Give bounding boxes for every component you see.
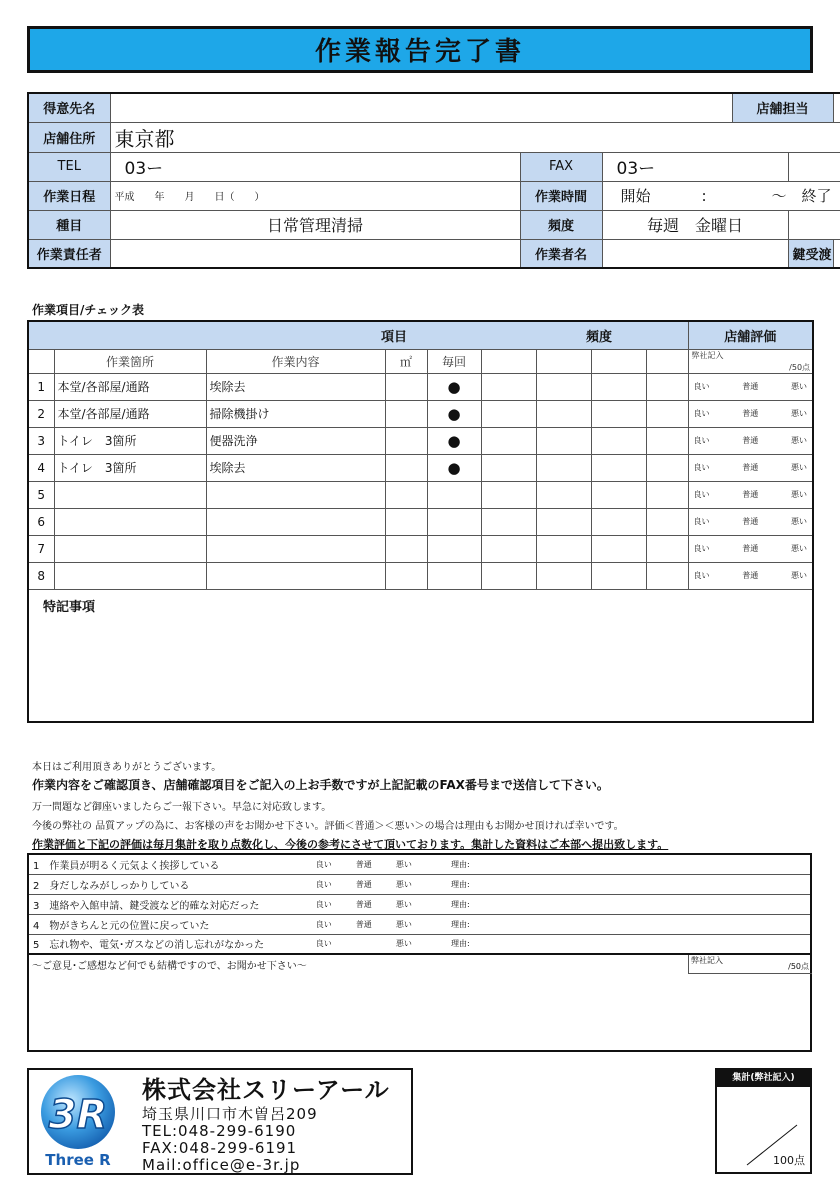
survey-normal-option[interactable]: 普通 xyxy=(352,894,392,914)
checklist-head-row xyxy=(28,321,688,349)
row-place[interactable]: 本堂/各部屋/通路 xyxy=(54,373,206,400)
table-row xyxy=(28,400,813,427)
notes-label: 特記事項 xyxy=(43,599,96,615)
head-eval-label: 店舗評価 xyxy=(688,321,813,349)
tel-field[interactable]: 03ー xyxy=(110,152,520,181)
row-content[interactable]: 埃除去 xyxy=(206,454,385,481)
row-done-cell[interactable] xyxy=(646,508,688,535)
survey-good-option[interactable]: 良い xyxy=(312,874,352,894)
survey-question: 4 物がきちんと元の位置に戻っていた xyxy=(28,914,312,934)
survey-reason[interactable]: 理由: xyxy=(447,914,811,934)
eval-normal-option[interactable]: 普通 xyxy=(742,517,759,526)
survey-row xyxy=(28,934,811,954)
sub-no xyxy=(28,349,54,373)
row-done-cell[interactable] xyxy=(646,427,688,454)
survey-good-option[interactable]: 良い xyxy=(312,934,352,954)
row-area[interactable] xyxy=(385,454,427,481)
row-freq-cell[interactable] xyxy=(536,481,591,508)
sub-points-label: /50点 xyxy=(789,362,811,372)
survey-good-option[interactable]: 良い xyxy=(312,914,352,934)
survey-row xyxy=(28,854,811,874)
time-field[interactable] xyxy=(602,181,840,210)
row-freq-cell[interactable] xyxy=(591,454,646,481)
type-label: 種目 xyxy=(28,210,110,239)
eval-normal-option[interactable]: 普通 xyxy=(742,463,759,472)
eval-normal-option[interactable]: 普通 xyxy=(742,571,759,580)
survey-reason[interactable]: 理由: xyxy=(447,934,811,954)
sub-weekly-label: 毎回 xyxy=(427,349,481,373)
row-content[interactable]: 便器洗浄 xyxy=(206,427,385,454)
row-place[interactable]: 本堂/各部屋/通路 xyxy=(54,400,206,427)
address-label: 店舗住所 xyxy=(28,122,110,152)
sub-company-label: 弊社記入 xyxy=(691,350,724,360)
row-number: 6 xyxy=(28,508,54,535)
eval-good-option[interactable]: 良い xyxy=(693,382,710,391)
row-area[interactable] xyxy=(385,508,427,535)
store-manager-field[interactable] xyxy=(833,93,840,122)
row-freq-cell[interactable] xyxy=(481,400,536,427)
row-freq-cell[interactable] xyxy=(591,373,646,400)
row-freq-cell[interactable] xyxy=(481,562,536,589)
message-feedback: 今後の弊社の 品質アップの為に、お客様の声をお聞かせ下さい。評価＜普通＞＜悪い＞の場合は理由もお聞かせ頂ければ幸いです。 xyxy=(32,821,624,832)
eval-bad-option[interactable]: 悪い xyxy=(791,463,808,472)
company-name: 株式会社スリーアール xyxy=(142,1076,390,1104)
eval-bad-option[interactable]: 悪い xyxy=(791,409,808,418)
row-weekly-mark xyxy=(427,508,481,535)
row-number: 1 xyxy=(28,373,54,400)
survey-normal-option[interactable]: 普通 xyxy=(352,914,392,934)
company-logo xyxy=(34,1072,122,1170)
store-manager-label: 店舗担当 xyxy=(732,93,833,122)
row-freq-cell[interactable] xyxy=(591,427,646,454)
row-freq-cell[interactable] xyxy=(536,454,591,481)
row-area[interactable] xyxy=(385,400,427,427)
table-row xyxy=(28,454,813,481)
row-content[interactable] xyxy=(206,508,385,535)
company-tel: TEL:048-299-6190 xyxy=(142,1122,297,1140)
worker-label: 作業者名 xyxy=(520,239,602,268)
survey-normal-option[interactable] xyxy=(352,934,392,954)
row-content[interactable] xyxy=(206,562,385,589)
row-done-cell[interactable] xyxy=(646,373,688,400)
time-tilde: 〜 xyxy=(771,187,787,205)
row-freq-cell[interactable] xyxy=(536,562,591,589)
survey-question: 1 作業員が明るく元気よく挨拶している xyxy=(28,854,312,874)
head-freq-label: 頻度 xyxy=(585,329,612,345)
message-scoring: 作業評価と下記の評価は毎月集計を取り点数化し、今後の参考にさせて頂いております。集計した資料はご本部へ提出致します。 xyxy=(32,838,669,851)
survey-good-option[interactable]: 良い xyxy=(312,854,352,874)
comment-label: 〜ご意見･ご感想など何でも結構ですので、お聞かせ下さい〜 xyxy=(32,961,307,972)
comment-points-label: /50点 xyxy=(788,962,809,971)
head-item-label: 項目 xyxy=(380,329,407,345)
survey-bad-option[interactable]: 悪い xyxy=(392,914,447,934)
sub-place-label: 作業箇所 xyxy=(54,349,206,373)
table-row xyxy=(28,373,813,400)
eval-good-option[interactable]: 良い xyxy=(693,409,710,418)
row-done-cell[interactable] xyxy=(646,454,688,481)
page-title xyxy=(27,26,813,73)
manager-field[interactable] xyxy=(110,239,520,268)
eval-good-option[interactable]: 良い xyxy=(693,463,710,472)
row-weekly-mark: ● xyxy=(427,454,481,481)
row-weekly-mark xyxy=(427,562,481,589)
time-end-label: 終了 xyxy=(801,187,832,205)
row-number: 5 xyxy=(28,481,54,508)
survey-row xyxy=(28,914,811,934)
company-address: 埼玉県川口市木曽呂209 xyxy=(142,1105,318,1123)
freq-extra-field[interactable] xyxy=(788,210,840,239)
row-weekly-mark: ● xyxy=(427,427,481,454)
survey-reason[interactable]: 理由: xyxy=(447,894,811,914)
address-field[interactable]: 東京都 xyxy=(110,122,840,152)
row-eval xyxy=(688,373,813,400)
company-fax: FAX:048-299-6191 xyxy=(142,1139,298,1157)
row-number: 7 xyxy=(28,535,54,562)
message-thanks: 本日はご利用頂きありがとうございます。 xyxy=(32,762,222,773)
row-freq-cell[interactable] xyxy=(481,508,536,535)
client-label: 得意先名 xyxy=(28,93,110,122)
comment-company-label: 弊社記入 xyxy=(691,956,723,965)
row-area[interactable] xyxy=(385,427,427,454)
time-start-label: 開始 xyxy=(620,187,651,205)
row-eval xyxy=(688,481,813,508)
type-field[interactable]: 日常管理清掃 xyxy=(110,210,520,239)
row-done-cell[interactable] xyxy=(646,400,688,427)
tel-label: TEL xyxy=(28,152,110,181)
date-field[interactable]: 平成 年 月 日（ ） xyxy=(110,181,520,210)
row-number: 2 xyxy=(28,400,54,427)
row-weekly-mark: ● xyxy=(427,373,481,400)
row-done-cell[interactable] xyxy=(646,562,688,589)
survey-bad-option[interactable]: 悪い xyxy=(392,854,447,874)
eval-normal-option[interactable]: 普通 xyxy=(742,382,759,391)
row-place[interactable] xyxy=(54,535,206,562)
title-text: 作業報告完了書 xyxy=(314,37,525,67)
table-row xyxy=(28,427,813,454)
survey-normal-option[interactable]: 普通 xyxy=(352,874,392,894)
table-row xyxy=(28,535,813,562)
fax-label: FAX xyxy=(520,152,602,181)
survey-reason[interactable]: 理由: xyxy=(447,874,811,894)
eval-normal-option[interactable]: 普通 xyxy=(742,490,759,499)
total-points: 100点 xyxy=(773,1154,805,1167)
row-place[interactable] xyxy=(54,562,206,589)
survey-normal-option[interactable]: 普通 xyxy=(352,854,392,874)
row-done-cell[interactable] xyxy=(646,535,688,562)
eval-bad-option[interactable]: 悪い xyxy=(791,544,808,553)
row-eval xyxy=(688,454,813,481)
row-place[interactable]: トイレ 3箇所 xyxy=(54,454,206,481)
eval-bad-option[interactable]: 悪い xyxy=(791,490,808,499)
survey-row xyxy=(28,874,811,894)
row-place[interactable] xyxy=(54,481,206,508)
table-row xyxy=(28,481,813,508)
row-freq-cell[interactable] xyxy=(536,373,591,400)
fax-field[interactable]: 03ー xyxy=(602,152,788,181)
row-freq-cell[interactable] xyxy=(536,535,591,562)
row-number: 8 xyxy=(28,562,54,589)
table-row xyxy=(28,562,813,589)
comment-company-mark xyxy=(688,955,812,974)
eval-bad-option[interactable]: 悪い xyxy=(791,517,808,526)
total-label: 集計(弊社記入) xyxy=(717,1070,810,1087)
survey-bad-option[interactable]: 悪い xyxy=(392,934,447,954)
row-done-cell[interactable] xyxy=(646,481,688,508)
row-freq-cell[interactable] xyxy=(481,481,536,508)
eval-normal-option[interactable]: 普通 xyxy=(742,409,759,418)
eval-normal-option[interactable]: 普通 xyxy=(742,544,759,553)
survey-table xyxy=(27,853,812,955)
row-eval xyxy=(688,400,813,427)
row-freq-cell[interactable] xyxy=(536,400,591,427)
sub-area-label: ㎡ xyxy=(385,349,427,373)
row-freq-cell[interactable] xyxy=(591,535,646,562)
client-field[interactable] xyxy=(110,93,732,122)
key-field[interactable] xyxy=(833,239,840,268)
sub-company-mark xyxy=(688,349,813,373)
row-content[interactable] xyxy=(206,535,385,562)
row-place[interactable] xyxy=(54,508,206,535)
message-contact: 万一問題など御座いましたらご一報下さい。早急に対応致します。 xyxy=(32,802,332,813)
notes-area[interactable] xyxy=(28,589,813,722)
logo-caption: Three R xyxy=(45,1151,111,1169)
company-mail: Mail:office@e-3r.jp xyxy=(142,1156,301,1174)
row-freq-cell[interactable] xyxy=(481,373,536,400)
eval-good-option[interactable]: 良い xyxy=(693,571,710,580)
row-eval xyxy=(688,562,813,589)
freq-field[interactable]: 毎週 金曜日 xyxy=(602,210,788,239)
eval-bad-option[interactable]: 悪い xyxy=(791,382,808,391)
row-freq-cell[interactable] xyxy=(481,535,536,562)
worker-field[interactable] xyxy=(602,239,788,268)
fax-extra-field[interactable] xyxy=(788,152,840,181)
row-freq-cell[interactable] xyxy=(536,508,591,535)
row-area[interactable] xyxy=(385,535,427,562)
eval-good-option[interactable]: 良い xyxy=(693,436,710,445)
row-content[interactable] xyxy=(206,481,385,508)
time-label: 作業時間 xyxy=(520,181,602,210)
sub-content-label: 作業内容 xyxy=(206,349,385,373)
row-eval xyxy=(688,508,813,535)
row-content[interactable]: 掃除機掛け xyxy=(206,400,385,427)
row-freq-cell[interactable] xyxy=(481,454,536,481)
survey-row xyxy=(28,894,811,914)
time-colon-start: : xyxy=(701,187,707,205)
date-label: 作業日程 xyxy=(28,181,110,210)
survey-good-option[interactable]: 良い xyxy=(312,894,352,914)
message-instructions: 作業内容をご確認頂き、店舗確認項目をご記入の上お手数ですが上記記載のFAX番号まで送信して下さい。 xyxy=(32,778,609,792)
header-info-table xyxy=(27,92,840,269)
survey-bad-option[interactable]: 悪い xyxy=(392,894,447,914)
row-number: 4 xyxy=(28,454,54,481)
eval-good-option[interactable]: 良い xyxy=(693,517,710,526)
logo-text: 3R xyxy=(48,1092,108,1138)
survey-question: 3 連絡や入館申請、鍵受渡など的確な対応だった xyxy=(28,894,312,914)
row-freq-cell[interactable] xyxy=(536,427,591,454)
row-freq-cell[interactable] xyxy=(591,562,646,589)
row-freq-cell[interactable] xyxy=(591,481,646,508)
survey-question: 5 忘れ物や、電気･ガスなどの消し忘れがなかった xyxy=(28,934,312,954)
survey-question: 2 身だしなみがしっかりしている xyxy=(28,874,312,894)
eval-bad-option[interactable]: 悪い xyxy=(791,436,808,445)
row-number: 3 xyxy=(28,427,54,454)
eval-normal-option[interactable]: 普通 xyxy=(742,436,759,445)
row-area[interactable] xyxy=(385,481,427,508)
checklist-table xyxy=(27,320,814,723)
survey-reason[interactable]: 理由: xyxy=(447,854,811,874)
survey-bad-option[interactable]: 悪い xyxy=(392,874,447,894)
eval-bad-option[interactable]: 悪い xyxy=(791,571,808,580)
row-eval xyxy=(688,535,813,562)
row-weekly-mark xyxy=(427,535,481,562)
row-area[interactable] xyxy=(385,562,427,589)
freq-label: 頻度 xyxy=(520,210,602,239)
table-row xyxy=(28,508,813,535)
eval-good-option[interactable]: 良い xyxy=(693,544,710,553)
row-freq-cell[interactable] xyxy=(481,427,536,454)
row-content[interactable]: 埃除去 xyxy=(206,373,385,400)
row-freq-cell[interactable] xyxy=(591,508,646,535)
eval-good-option[interactable]: 良い xyxy=(693,490,710,499)
row-area[interactable] xyxy=(385,373,427,400)
manager-label: 作業責任者 xyxy=(28,239,110,268)
row-weekly-mark: ● xyxy=(427,400,481,427)
row-freq-cell[interactable] xyxy=(591,400,646,427)
row-weekly-mark xyxy=(427,481,481,508)
head-done-label xyxy=(612,326,688,345)
row-eval xyxy=(688,427,813,454)
key-label: 鍵受渡 xyxy=(788,239,833,268)
row-place[interactable]: トイレ 3箇所 xyxy=(54,427,206,454)
checklist-section-label: 作業項目/チェック表 xyxy=(32,303,145,317)
